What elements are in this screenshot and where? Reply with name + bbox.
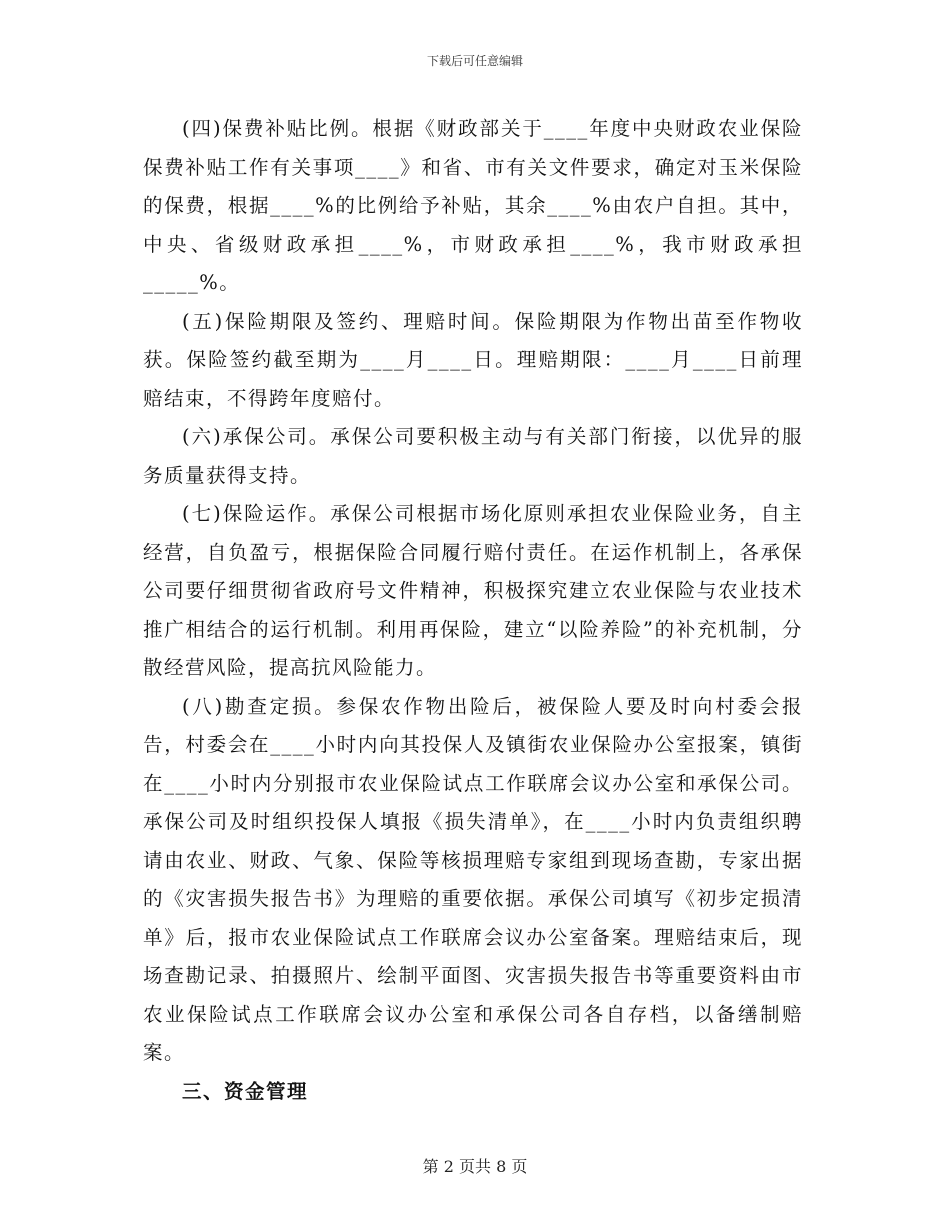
paragraph-underwriter: (六)承保公司。承保公司要积极主动与有关部门衔接，以优异的服务质量获得支持。 — [143, 425, 803, 487]
page-footer: 第 2 页共 8 页 — [422, 1157, 528, 1176]
document-body — [143, 110, 803, 1111]
section-heading-fund-management: 三、资金管理 — [182, 1079, 309, 1103]
page-header: 下载后可任意编辑 — [426, 54, 523, 68]
paragraph-insurance-period: (五)保险期限及签约、理赔时间。保险期限为作物出苗至作物收获。保险签约截至期为____月____日。理赔期限：____月____日前理赔结束，不得跨年度赔付。 — [143, 309, 803, 410]
paragraph-premium-subsidy: (四)保费补贴比例。根据《财政部关于____年度中央财政农业保险保费补贴工作有关事项____》和省、市有关文件要求，确定对玉米保险的保费，根据____%的比例给予补贴，其余____%由农户自担。其中，中央、省级财政承担____%，市财政承担____%，我市财政承担_____%。 — [143, 117, 803, 294]
paragraph-insurance-operation: (七)保险运作。承保公司根据市场化原则承担农业保险业务，自主经营，自负盈亏，根据保险合同履行赔付责任。在运作机制上，各承保公司要仔细贯彻省政府号文件精神，积极探究建立农业保险与农业技术推广相结合的运行机制。利用再保险，建立“以险养险”的补充机制，分散经营风险，提高抗风险能力。 — [143, 502, 803, 679]
paragraph-loss-assessment: (八)勘查定损。参保农作物出险后，被保险人要及时向村委会报告，村委会在____小时内向其投保人及镇街农业保险办公室报案，镇街在____小时内分别报市农业保险试点工作联席会议办公室和承保公司。承保公司及时组织投保人填报《损失清单》，在____小时内负责组织聘请由农业、财政、气象、保险等核损理赔专家组到现场查勘，专家出据的《灾害损失报告书》为理赔的重要依据。承保公司填写《初步定损清单》后，报市农业保险试点工作联席会议办公室备案。理赔结束后，现场查勘记录、拍摄照片、绘制平面图、灾害损失报告书等重要资料由市农业保险试点工作联席会议办公室和承保公司各自存档，以备缮制赔案。 — [143, 694, 803, 1064]
